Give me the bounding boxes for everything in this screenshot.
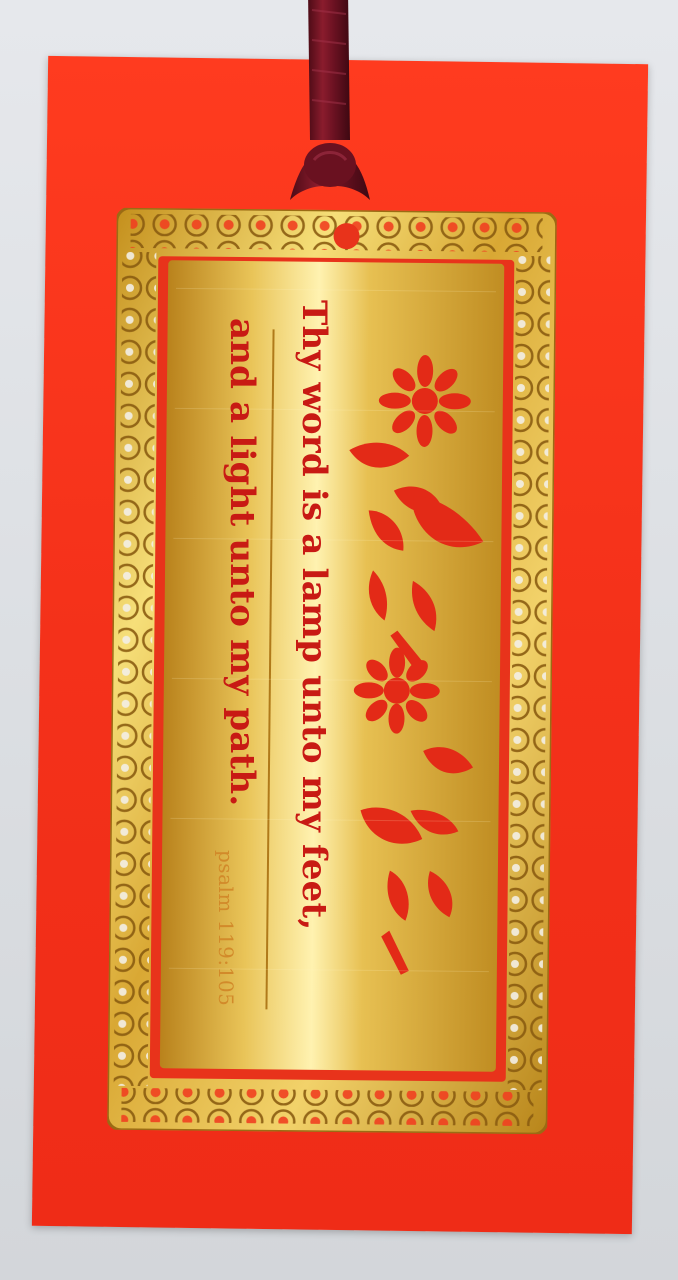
satin-ribbon <box>290 0 370 220</box>
quote-line-2: and a light unto my path. <box>222 318 262 807</box>
quote-line-1: Thy word is a lamp unto my feet, <box>294 300 334 931</box>
scripture-citation: psalm 119:105 <box>214 850 238 1007</box>
